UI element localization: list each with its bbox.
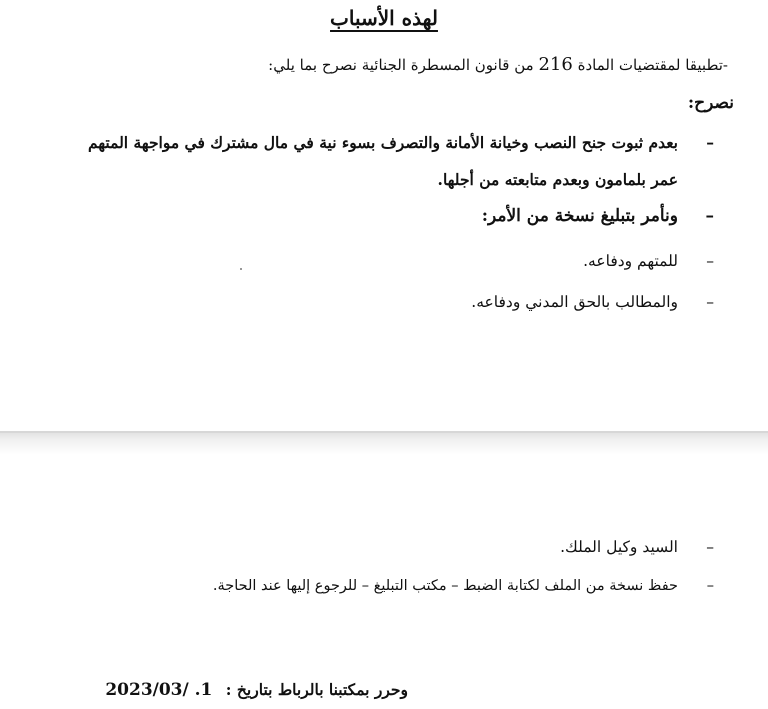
list-dash: – — [706, 133, 714, 152]
intro-prefix: -تطبيقا لمقتضيات المادة — [577, 56, 728, 74]
list-item — [54, 293, 714, 311]
list-item-continuation: عمر بلمامون وبعدم متابعته من أجلها. — [437, 170, 678, 189]
page-separator — [0, 433, 768, 455]
list-dash: – — [706, 578, 714, 594]
list-dash: – — [706, 293, 714, 311]
document-title-text: لهذه الأسباب — [330, 6, 438, 30]
document-title — [0, 6, 768, 30]
list-item — [54, 578, 714, 594]
article-number: 216 — [538, 54, 573, 75]
list-dash: – — [706, 538, 714, 556]
list-item-text: والمطالب بالحق المدني ودفاعه. — [471, 293, 678, 311]
footer-date: 2023/03/ .1 — [105, 680, 213, 700]
footer-label: وحرر بمكتبنا بالرباط بتاريخ : — [225, 680, 408, 699]
list-dash: – — [705, 206, 714, 226]
intro-suffix: من قانون المسطرة الجنائية نصرح بما يلي: — [268, 56, 534, 74]
scan-speck — [240, 268, 242, 270]
signature-date-line — [105, 680, 408, 700]
list-item-text: بعدم ثبوت جنح النصب وخيانة الأمانة والتصرف بسوء نية في مال مشترك في مواجهة المتهم — [87, 133, 678, 152]
list-dash: – — [706, 252, 714, 270]
intro-line — [268, 54, 728, 75]
list-item — [54, 538, 714, 556]
list-item-text: حفظ نسخة من الملف لكتابة الضبط – مكتب التبليغ – للرجوع إليها عند الحاجة. — [212, 578, 678, 594]
list-item — [54, 133, 714, 152]
list-item-text: ونأمر بتبليغ نسخة من الأمر: — [481, 206, 678, 226]
list-item — [54, 252, 714, 270]
section-heading: نصرح: — [687, 93, 734, 113]
list-item-text: السيد وكيل الملك. — [560, 538, 678, 556]
list-item — [54, 206, 714, 226]
list-item-text: للمتهم ودفاعه. — [583, 252, 678, 270]
